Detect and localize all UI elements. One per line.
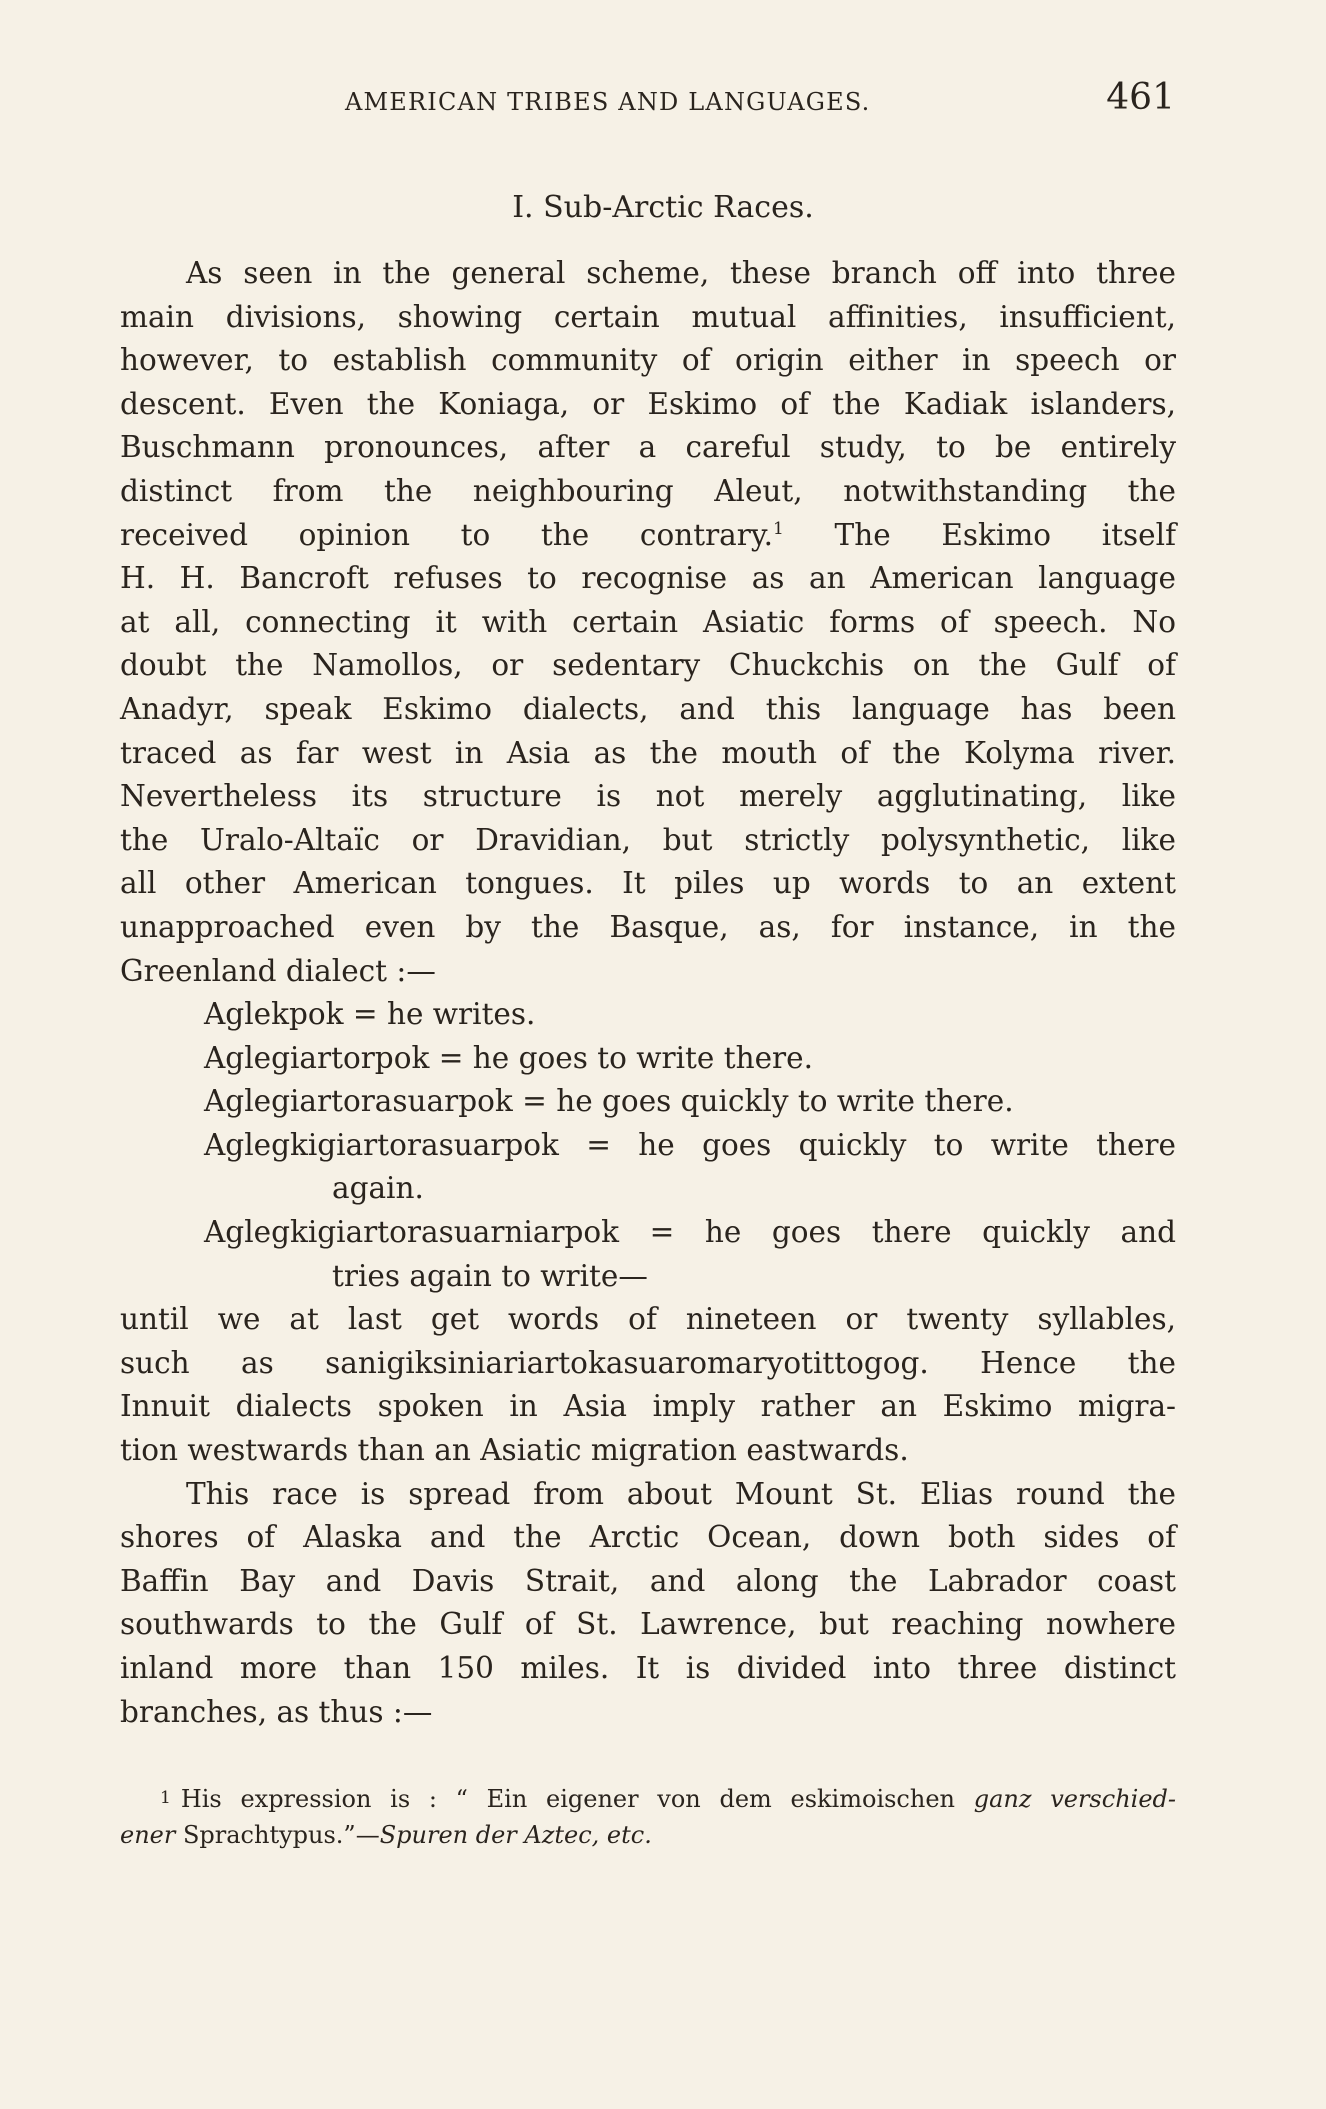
section-heading: I. Sub-Arctic Races. (512, 190, 814, 225)
footnote-italic: ganz verschied- (973, 1785, 1177, 1813)
example-entry: Aglegiartorasuarpok = he goes quickly to write there. (204, 1084, 1014, 1119)
text-line: all other American tongues. It piles up words to an extent (120, 866, 1176, 901)
footnote-line (120, 1817, 1176, 1853)
text-line: unapproached even by the Basque, as, for instance, in the (120, 909, 1176, 944)
text-line: Baffin Bay and Davis Strait, and along the Labrador coast (120, 1563, 1176, 1598)
footnote-mark: 1 (160, 1788, 171, 1808)
text-line: until we at last get words of nineteen or twenty syllables, (120, 1302, 1176, 1337)
text-line: Buschmann pronounces, after a careful study, to be entirely (120, 430, 1176, 465)
running-title: AMERICAN TRIBES AND LANGUAGES. (345, 88, 871, 116)
footnote-line (120, 1780, 1176, 1817)
example-entry: Aglekpok = he writes. (204, 997, 536, 1032)
paragraph-sub-arctic-intro (120, 252, 1176, 1734)
text-line: at all, connecting it with certain Asiatic forms of speech. No (120, 604, 1176, 639)
footnote-source: Spuren der Aztec, etc. (379, 1821, 652, 1849)
example-continuation: again. (332, 1171, 424, 1206)
text-line: This race is spread from about Mount St. Elias round the (186, 1476, 1176, 1511)
text-line: Greenland dialect :— (120, 953, 436, 988)
page-number: 461 (1106, 77, 1175, 118)
text-line: southwards to the Gulf of St. Lawrence, but reaching nowhere (120, 1607, 1176, 1642)
text-segment: The Eskimo itself (834, 517, 1176, 552)
example-entry: Aglegkigiartorasuarpok = he goes quickly to write there (204, 1127, 1176, 1162)
text-line: distinct from the neighbouring Aleut, notwithstanding the (120, 473, 1176, 508)
text-line: Innuit dialects spoken in Asia imply rather an Eskimo migra- (120, 1389, 1176, 1424)
footnote-italic: ener (120, 1821, 176, 1849)
footnote (120, 1780, 1176, 1853)
text-line: such as sanigiksiniariartokasuaromaryotittogog. Hence the (120, 1345, 1176, 1380)
example-entry: Aglegiartorpok = he goes to write there. (204, 1040, 813, 1075)
text-line: Anadyr, speak Eskimo dialects, and this language has been (120, 691, 1176, 726)
text-line: H. H. Bancroft refuses to recognise as an American language (120, 561, 1176, 596)
text-line: descent. Even the Koniaga, or Eskimo of the Kadiak islanders, (120, 386, 1176, 421)
greenland-examples (120, 993, 1176, 1298)
text-line: the Uralo-Altaïc or Dravidian, but strictly polysynthetic, like (120, 822, 1176, 857)
text-line: Nevertheless its structure is not merely agglutinating, like (120, 779, 1176, 814)
example-entry: Aglegkigiartorasuarniarpok = he goes there quickly and (204, 1215, 1176, 1250)
footnote-text: His expression is : “ Ein eigener von dem eskimoischen (180, 1785, 974, 1813)
footnote-reference: 1 (773, 518, 784, 539)
text-line: branches, as thus :— (120, 1694, 433, 1729)
text-line: doubt the Namollos, or sedentary Chuckchis on the Gulf of (120, 648, 1176, 683)
text-line: As seen in the general scheme, these branch off into three (186, 256, 1176, 290)
text-line: however, to establish community of origin either in speech or (120, 343, 1176, 378)
example-continuation: tries again to write— (332, 1258, 648, 1293)
text-line: shores of Alaska and the Arctic Ocean, down both sides of (120, 1520, 1176, 1555)
text-line: inland more than 150 miles. It is divided into three distinct (120, 1651, 1176, 1685)
text-line-with-footnote (120, 514, 1176, 558)
footnote-text: Sprachtypus.”— (175, 1821, 380, 1849)
text-line: tion westwards than an Asiatic migration eastwards. (120, 1433, 909, 1468)
text-segment: received opinion to the contrary. (120, 517, 773, 552)
text-line: traced as far west in Asia as the mouth of the Kolyma river. (120, 735, 1176, 770)
page-header (345, 77, 1175, 124)
text-line: main divisions, showing certain mutual affinities, insufficient, (120, 299, 1176, 334)
